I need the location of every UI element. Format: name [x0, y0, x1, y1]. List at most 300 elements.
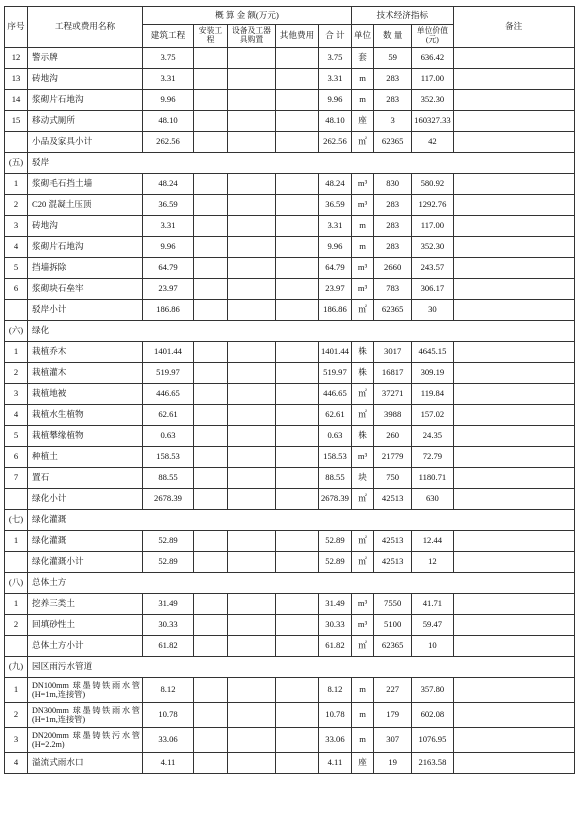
quantity-cell: 830 — [374, 174, 412, 195]
seq-cell: 7 — [5, 468, 28, 489]
other-cell — [276, 728, 319, 753]
unit-price-cell: 352.30 — [412, 90, 454, 111]
table-row — [5, 636, 575, 657]
construction-cell: 3.75 — [143, 48, 194, 69]
unit-price-cell: 12 — [412, 552, 454, 573]
section-row — [5, 153, 575, 174]
seq-cell: (六) — [5, 321, 28, 342]
unit-cell: 株 — [351, 426, 373, 447]
seq-cell: (七) — [5, 510, 28, 531]
construction-cell: 2678.39 — [143, 489, 194, 510]
table-row — [5, 90, 575, 111]
construction-cell: 0.63 — [143, 426, 194, 447]
seq-cell — [5, 300, 28, 321]
construction-cell: 186.86 — [143, 300, 194, 321]
other-cell — [276, 678, 319, 703]
table-row — [5, 678, 575, 703]
total-cell: 10.78 — [319, 703, 352, 728]
remark-cell — [453, 703, 574, 728]
name-cell: 浆砌块石垒牢 — [28, 279, 143, 300]
table-row — [5, 174, 575, 195]
unit-price-cell: 42 — [412, 132, 454, 153]
unit-price-cell: 10 — [412, 636, 454, 657]
other-header: 其他费用 — [276, 25, 319, 48]
seq-cell: 14 — [5, 90, 28, 111]
remark-cell — [453, 552, 574, 573]
total-cell: 31.49 — [319, 594, 352, 615]
construction-cell: 446.65 — [143, 384, 194, 405]
construction-cell: 52.89 — [143, 531, 194, 552]
unit-cell: m — [351, 69, 373, 90]
quantity-cell: 62365 — [374, 636, 412, 657]
installation-cell — [194, 489, 228, 510]
section-row — [5, 657, 575, 678]
quantity-cell: 179 — [374, 703, 412, 728]
unit-price-cell: 243.57 — [412, 258, 454, 279]
table-row — [5, 405, 575, 426]
quantity-cell: 5100 — [374, 615, 412, 636]
unit-price-cell: 72.79 — [412, 447, 454, 468]
name-cell: 移动式厕所 — [28, 111, 143, 132]
total-cell: 64.79 — [319, 258, 352, 279]
unit-price-cell: 119.84 — [412, 384, 454, 405]
table-row — [5, 342, 575, 363]
equipment-cell — [228, 69, 276, 90]
seq-cell — [5, 636, 28, 657]
name-cell: 绿化灌溉 — [28, 531, 143, 552]
installation-header: 安装工程 — [194, 25, 228, 48]
construction-cell: 52.89 — [143, 552, 194, 573]
installation-cell — [194, 342, 228, 363]
unit-price-cell: 59.47 — [412, 615, 454, 636]
table-row — [5, 468, 575, 489]
table-row — [5, 728, 575, 753]
seq-cell: 1 — [5, 594, 28, 615]
installation-cell — [194, 728, 228, 753]
remark-cell — [453, 615, 574, 636]
remark-cell — [453, 237, 574, 258]
equipment-cell — [228, 48, 276, 69]
equipment-cell — [228, 90, 276, 111]
total-cell: 446.65 — [319, 384, 352, 405]
name-cell: DN100mm 球墨铸铁雨水管(H=1m,连接管) — [28, 678, 143, 703]
unit-cell: 座 — [351, 111, 373, 132]
unit-cell: ㎡ — [351, 384, 373, 405]
installation-cell — [194, 703, 228, 728]
seq-cell: 3 — [5, 216, 28, 237]
unit-cell: m³ — [351, 279, 373, 300]
quantity-cell: 37271 — [374, 384, 412, 405]
remark-cell — [453, 300, 574, 321]
installation-cell — [194, 132, 228, 153]
unit-price-cell: 306.17 — [412, 279, 454, 300]
construction-cell: 4.11 — [143, 753, 194, 774]
total-cell: 52.89 — [319, 531, 352, 552]
construction-cell: 88.55 — [143, 468, 194, 489]
total-cell: 262.56 — [319, 132, 352, 153]
unit-cell: m — [351, 728, 373, 753]
equipment-cell — [228, 174, 276, 195]
unit-price-cell: 602.08 — [412, 703, 454, 728]
unit-cell: m³ — [351, 195, 373, 216]
section-row — [5, 573, 575, 594]
name-cell: DN200mm 球墨铸铁污水管(H=2.2m) — [28, 728, 143, 753]
quantity-cell: 283 — [374, 216, 412, 237]
construction-cell: 33.06 — [143, 728, 194, 753]
installation-cell — [194, 447, 228, 468]
installation-cell — [194, 594, 228, 615]
unit-cell: 座 — [351, 753, 373, 774]
table-row — [5, 132, 575, 153]
seq-cell: 15 — [5, 111, 28, 132]
remark-cell — [453, 728, 574, 753]
seq-cell: (九) — [5, 657, 28, 678]
equipment-cell — [228, 195, 276, 216]
remark-cell — [453, 594, 574, 615]
unit-price-cell: 1180.71 — [412, 468, 454, 489]
remark-cell — [453, 48, 574, 69]
unit-price-cell: 1292.76 — [412, 195, 454, 216]
total-cell: 2678.39 — [319, 489, 352, 510]
remark-cell — [453, 468, 574, 489]
equipment-cell — [228, 753, 276, 774]
seq-cell — [5, 489, 28, 510]
other-cell — [276, 279, 319, 300]
installation-cell — [194, 363, 228, 384]
construction-cell: 48.10 — [143, 111, 194, 132]
equipment-cell — [228, 728, 276, 753]
installation-cell — [194, 636, 228, 657]
quantity-cell: 16817 — [374, 363, 412, 384]
installation-cell — [194, 384, 228, 405]
table-row — [5, 237, 575, 258]
construction-cell: 158.53 — [143, 447, 194, 468]
other-cell — [276, 90, 319, 111]
equipment-cell — [228, 237, 276, 258]
equipment-cell — [228, 447, 276, 468]
unit-cell: m — [351, 216, 373, 237]
total-cell: 62.61 — [319, 405, 352, 426]
seq-cell: 5 — [5, 258, 28, 279]
quantity-cell: 3017 — [374, 342, 412, 363]
installation-cell — [194, 69, 228, 90]
unit-price-cell: 2163.58 — [412, 753, 454, 774]
unit-price-cell: 12.44 — [412, 531, 454, 552]
equipment-cell — [228, 703, 276, 728]
section-title-cell: 绿化灌溉 — [28, 510, 575, 531]
unit-cell: ㎡ — [351, 489, 373, 510]
installation-cell — [194, 279, 228, 300]
total-cell: 30.33 — [319, 615, 352, 636]
name-cell: 挡墙拆除 — [28, 258, 143, 279]
equipment-header: 设备及工器具购置 — [228, 25, 276, 48]
total-cell: 88.55 — [319, 468, 352, 489]
seq-cell: (五) — [5, 153, 28, 174]
table-row — [5, 48, 575, 69]
other-cell — [276, 258, 319, 279]
name-cell: 砖地沟 — [28, 216, 143, 237]
name-cell: 小品及家具小计 — [28, 132, 143, 153]
section-row — [5, 321, 575, 342]
unit-price-header: 单位价值(元) — [412, 25, 454, 48]
total-cell: 23.97 — [319, 279, 352, 300]
construction-cell: 31.49 — [143, 594, 194, 615]
seq-cell: 6 — [5, 447, 28, 468]
name-cell: 栽植水生植物 — [28, 405, 143, 426]
unit-price-cell: 41.71 — [412, 594, 454, 615]
total-cell: 3.75 — [319, 48, 352, 69]
name-cell: 浆砌片石地沟 — [28, 90, 143, 111]
quantity-cell: 3 — [374, 111, 412, 132]
table-body — [5, 48, 575, 774]
remark-cell — [453, 195, 574, 216]
seq-cell: 1 — [5, 342, 28, 363]
total-header: 合 计 — [319, 25, 352, 48]
remark-cell — [453, 405, 574, 426]
seq-cell: 3 — [5, 728, 28, 753]
remark-cell — [453, 636, 574, 657]
other-cell — [276, 300, 319, 321]
other-cell — [276, 342, 319, 363]
table-row — [5, 111, 575, 132]
table-row — [5, 216, 575, 237]
total-cell: 9.96 — [319, 237, 352, 258]
seq-cell: (八) — [5, 573, 28, 594]
other-cell — [276, 405, 319, 426]
seq-cell: 1 — [5, 174, 28, 195]
unit-cell: m³ — [351, 594, 373, 615]
name-cell: 置石 — [28, 468, 143, 489]
seq-header: 序号 — [5, 7, 28, 48]
construction-cell: 8.12 — [143, 678, 194, 703]
total-cell: 3.31 — [319, 216, 352, 237]
unit-cell: m — [351, 237, 373, 258]
unit-cell: 株 — [351, 342, 373, 363]
unit-cell: m — [351, 703, 373, 728]
other-cell — [276, 468, 319, 489]
installation-cell — [194, 111, 228, 132]
table-row — [5, 258, 575, 279]
quantity-header: 数 量 — [374, 25, 412, 48]
construction-cell: 36.59 — [143, 195, 194, 216]
unit-price-cell: 160327.33 — [412, 111, 454, 132]
remark-cell — [453, 279, 574, 300]
remark-cell — [453, 363, 574, 384]
construction-cell: 262.56 — [143, 132, 194, 153]
remark-cell — [453, 753, 574, 774]
equipment-cell — [228, 489, 276, 510]
seq-cell: 13 — [5, 69, 28, 90]
unit-price-cell: 117.00 — [412, 216, 454, 237]
seq-cell: 6 — [5, 279, 28, 300]
construction-cell: 9.96 — [143, 90, 194, 111]
unit-cell: m — [351, 90, 373, 111]
other-cell — [276, 69, 319, 90]
remark-cell — [453, 174, 574, 195]
table-row — [5, 426, 575, 447]
unit-price-cell: 352.30 — [412, 237, 454, 258]
other-cell — [276, 384, 319, 405]
installation-cell — [194, 300, 228, 321]
table-row — [5, 363, 575, 384]
name-cell: DN300mm 球墨铸铁雨水管(H=1m,连接管) — [28, 703, 143, 728]
unit-price-cell: 4645.15 — [412, 342, 454, 363]
budget-group-header: 概 算 金 额(万元) — [143, 7, 352, 25]
total-cell: 3.31 — [319, 69, 352, 90]
total-cell: 48.24 — [319, 174, 352, 195]
seq-cell: 12 — [5, 48, 28, 69]
quantity-cell: 783 — [374, 279, 412, 300]
total-cell: 48.10 — [319, 111, 352, 132]
seq-cell: 2 — [5, 195, 28, 216]
construction-cell: 1401.44 — [143, 342, 194, 363]
installation-cell — [194, 753, 228, 774]
remark-cell — [453, 90, 574, 111]
quantity-cell: 283 — [374, 195, 412, 216]
name-cell: 栽植灌木 — [28, 363, 143, 384]
equipment-cell — [228, 615, 276, 636]
other-cell — [276, 531, 319, 552]
unit-cell: m³ — [351, 615, 373, 636]
unit-cell: ㎡ — [351, 636, 373, 657]
unit-price-cell: 630 — [412, 489, 454, 510]
remark-cell — [453, 132, 574, 153]
total-cell: 1401.44 — [319, 342, 352, 363]
quantity-cell: 21779 — [374, 447, 412, 468]
total-cell: 0.63 — [319, 426, 352, 447]
equipment-cell — [228, 363, 276, 384]
equipment-cell — [228, 405, 276, 426]
section-title-cell: 总体土方 — [28, 573, 575, 594]
seq-cell: 1 — [5, 531, 28, 552]
name-header: 工程或费用名称 — [28, 7, 143, 48]
table-row — [5, 300, 575, 321]
installation-cell — [194, 678, 228, 703]
table-row — [5, 615, 575, 636]
table-row — [5, 384, 575, 405]
installation-cell — [194, 468, 228, 489]
unit-price-cell: 157.02 — [412, 405, 454, 426]
construction-cell: 3.31 — [143, 216, 194, 237]
other-cell — [276, 174, 319, 195]
installation-cell — [194, 237, 228, 258]
equipment-cell — [228, 468, 276, 489]
unit-cell: ㎡ — [351, 405, 373, 426]
installation-cell — [194, 216, 228, 237]
construction-cell: 10.78 — [143, 703, 194, 728]
construction-cell: 519.97 — [143, 363, 194, 384]
unit-cell: ㎡ — [351, 300, 373, 321]
quantity-cell: 7550 — [374, 594, 412, 615]
other-cell — [276, 363, 319, 384]
construction-cell: 62.61 — [143, 405, 194, 426]
equipment-cell — [228, 552, 276, 573]
unit-price-cell: 580.92 — [412, 174, 454, 195]
equipment-cell — [228, 342, 276, 363]
quantity-cell: 307 — [374, 728, 412, 753]
unit-cell: m — [351, 678, 373, 703]
seq-cell: 4 — [5, 237, 28, 258]
construction-header: 建筑工程 — [143, 25, 194, 48]
quantity-cell: 283 — [374, 90, 412, 111]
name-cell: 种植土 — [28, 447, 143, 468]
name-cell: 回填砂性土 — [28, 615, 143, 636]
seq-cell: 2 — [5, 703, 28, 728]
quantity-cell: 19 — [374, 753, 412, 774]
other-cell — [276, 111, 319, 132]
construction-cell: 9.96 — [143, 237, 194, 258]
quantity-cell: 2660 — [374, 258, 412, 279]
other-cell — [276, 426, 319, 447]
quantity-cell: 750 — [374, 468, 412, 489]
unit-header: 单位 — [351, 25, 373, 48]
total-cell: 186.86 — [319, 300, 352, 321]
quantity-cell: 227 — [374, 678, 412, 703]
name-cell: 总体土方小计 — [28, 636, 143, 657]
equipment-cell — [228, 279, 276, 300]
total-cell: 9.96 — [319, 90, 352, 111]
construction-cell: 64.79 — [143, 258, 194, 279]
quantity-cell: 260 — [374, 426, 412, 447]
header-row-1 — [5, 7, 575, 25]
quantity-cell: 283 — [374, 69, 412, 90]
table-row — [5, 703, 575, 728]
section-title-cell: 园区雨污水管道 — [28, 657, 575, 678]
name-cell: 驳岸小计 — [28, 300, 143, 321]
total-cell: 8.12 — [319, 678, 352, 703]
seq-cell: 3 — [5, 384, 28, 405]
cost-estimate-table — [4, 6, 575, 774]
unit-cell: ㎡ — [351, 552, 373, 573]
seq-cell: 5 — [5, 426, 28, 447]
remark-cell — [453, 111, 574, 132]
unit-price-cell: 309.19 — [412, 363, 454, 384]
table-row — [5, 594, 575, 615]
remark-cell — [453, 69, 574, 90]
construction-cell: 23.97 — [143, 279, 194, 300]
installation-cell — [194, 48, 228, 69]
unit-cell: 块 — [351, 468, 373, 489]
other-cell — [276, 703, 319, 728]
installation-cell — [194, 552, 228, 573]
name-cell: 溢流式雨水口 — [28, 753, 143, 774]
total-cell: 52.89 — [319, 552, 352, 573]
installation-cell — [194, 615, 228, 636]
installation-cell — [194, 195, 228, 216]
quantity-cell: 283 — [374, 237, 412, 258]
remark-cell — [453, 216, 574, 237]
table-row — [5, 531, 575, 552]
table-row — [5, 69, 575, 90]
unit-cell: m³ — [351, 174, 373, 195]
unit-price-cell: 24.35 — [412, 426, 454, 447]
other-cell — [276, 237, 319, 258]
name-cell: C20 混凝土压顶 — [28, 195, 143, 216]
unit-price-cell: 357.80 — [412, 678, 454, 703]
unit-price-cell: 636.42 — [412, 48, 454, 69]
seq-cell: 4 — [5, 753, 28, 774]
equipment-cell — [228, 531, 276, 552]
unit-cell: m³ — [351, 258, 373, 279]
total-cell: 158.53 — [319, 447, 352, 468]
remark-cell — [453, 426, 574, 447]
installation-cell — [194, 174, 228, 195]
equipment-cell — [228, 678, 276, 703]
seq-cell: 2 — [5, 615, 28, 636]
unit-cell: 套 — [351, 48, 373, 69]
remark-cell — [453, 678, 574, 703]
seq-cell: 1 — [5, 678, 28, 703]
